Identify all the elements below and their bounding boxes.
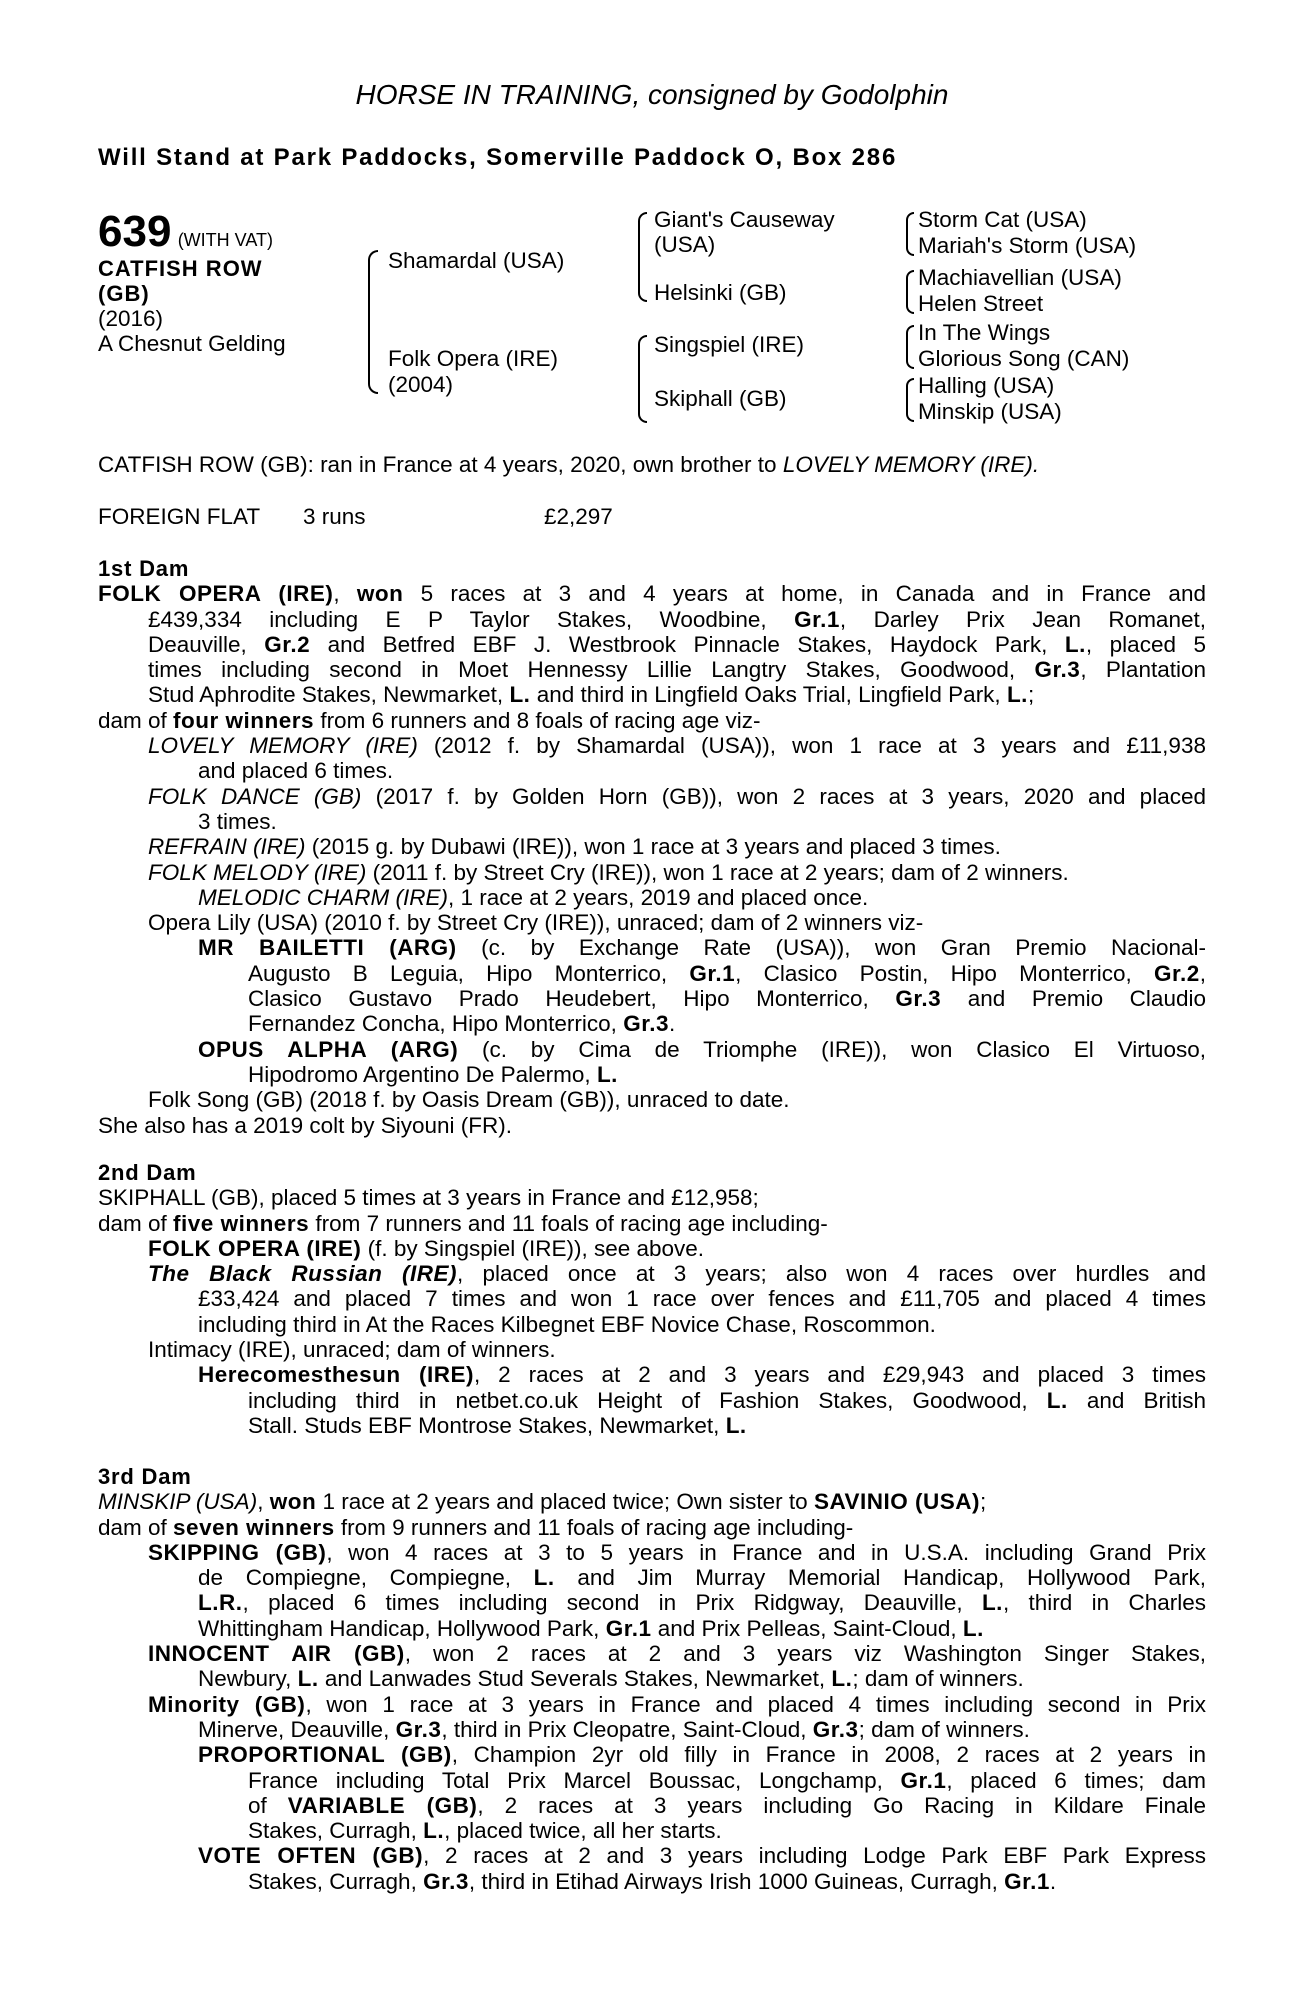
record-label: FOREIGN FLAT <box>98 504 261 529</box>
third-dam-line: Stakes, Curragh, L., placed twice, all her starts. <box>248 1818 722 1844</box>
first-dam-heading: 1st Dam <box>98 556 190 581</box>
horse-name-country: (GB) <box>98 281 150 306</box>
lot-block <box>98 208 328 357</box>
second-dam-heading: 2nd Dam <box>98 1160 197 1185</box>
first-dam-section <box>98 556 1206 1138</box>
second-dam-line: dam of five winners from 7 runners and 11 foals of racing age including- <box>98 1210 828 1236</box>
third-dam-line: INNOCENT AIR (GB), won 2 races at 2 and 3 years viz Washington Singer Stakes, <box>148 1641 1206 1667</box>
third-dam-line: MINSKIP (USA), won 1 race at 2 years and placed twice; Own sister to SAVINIO (USA); <box>98 1489 987 1515</box>
summary-text: CATFISH ROW (GB): ran in France at 4 years, 2020, own brother to <box>98 452 783 477</box>
second-dam-line: £33,424 and placed 7 times and won 1 race over fences and £11,705 and placed 4 times <box>198 1286 1206 1312</box>
pedigree-ggd-4: Minskip (USA) <box>918 399 1062 424</box>
pedigree-ggs-4: Halling (USA) <box>918 373 1055 398</box>
first-dam-line: 3 times. <box>198 808 277 834</box>
second-dam-line: including third in netbet.co.uk Height of Fashion Stakes, Goodwood, L. and British <box>248 1387 1206 1413</box>
pedigree-ggs-2: Machiavellian (USA) <box>918 265 1122 290</box>
first-dam-line: OPUS ALPHA (ARG) (c. by Cima de Triomphe (IRE)), won Clasico El Virtuoso, <box>198 1036 1206 1062</box>
pedigree-sire-sire: Giant's Causeway <box>654 207 835 232</box>
pedigree-ggs-1: Storm Cat (USA) <box>918 207 1087 232</box>
third-dam-line: VOTE OFTEN (GB), 2 races at 2 and 3 years including Lodge Park EBF Park Express <box>198 1843 1206 1869</box>
third-dam-line: France including Total Prix Marcel Boussac, Longchamp, Gr.1, placed 6 times; dam <box>248 1767 1206 1793</box>
second-dam-line: FOLK OPERA (IRE) (f. by Singspiel (IRE)), see above. <box>148 1235 705 1261</box>
first-dam-line: dam of four winners from 6 runners and 8 foals of racing age viz- <box>98 707 761 733</box>
third-dam-line: Minerve, Deauville, Gr.3, third in Prix Cleopatre, Saint-Cloud, Gr.3; dam of winners. <box>198 1716 1030 1742</box>
third-dam-section <box>98 1464 1206 1894</box>
third-dam-line: de Compiegne, Compiegne, L. and Jim Murray Memorial Handicap, Hollywood Park, <box>198 1565 1206 1591</box>
race-record <box>98 504 1206 529</box>
second-dam-section <box>98 1160 1206 1438</box>
third-dam-line: Whittingham Handicap, Hollywood Park, Gr.1 and Prix Pelleas, Saint-Cloud, L. <box>198 1615 984 1641</box>
horse-description: A Chesnut Gelding <box>98 331 286 357</box>
summary-brother: LOVELY MEMORY (IRE). <box>782 452 1040 477</box>
pedigree-ggd-1: Mariah's Storm (USA) <box>918 233 1137 258</box>
first-dam-line: and placed 6 times. <box>198 758 394 784</box>
pedigree-ggs-3: In The Wings <box>918 320 1051 345</box>
first-dam-line: FOLK DANCE (GB) (2017 f. by Golden Horn (GB)), won 2 races at 3 years, 2020 and placed <box>148 783 1206 809</box>
pedigree-brace-main <box>368 250 378 394</box>
third-dam-line: of VARIABLE (GB), 2 races at 3 years including Go Racing in Kildare Finale <box>248 1792 1206 1818</box>
pedigree-dam-dam: Skiphall (GB) <box>654 386 787 411</box>
second-dam-line: The Black Russian (IRE), placed once at 3 years; also won 4 races over hurdles and <box>148 1261 1206 1287</box>
pedigree-sire-dam: Helsinki (GB) <box>654 280 787 305</box>
pedigree-brace-g3 <box>906 325 914 369</box>
page-title: HORSE IN TRAINING, consigned by Godolphin <box>355 79 949 110</box>
first-dam-line: Augusto B Leguia, Hipo Monterrico, Gr.1, Clasico Postin, Hipo Monterrico, Gr.2, <box>248 960 1206 986</box>
pedigree-sire-sire-country: (USA) <box>654 232 716 257</box>
pedigree-brace-g1 <box>906 212 914 256</box>
second-dam-line: Intimacy (IRE), unraced; dam of winners. <box>148 1337 556 1363</box>
second-dam-line: Stall. Studs EBF Montrose Stakes, Newmarket, L. <box>248 1412 747 1438</box>
third-dam-line: L.R., placed 6 times including second in Prix Ridgway, Deauville, L., third in Charles <box>198 1590 1206 1616</box>
first-dam-line: FOLK OPERA (IRE), won 5 races at 3 and 4 years at home, in Canada and in France and <box>98 581 1206 607</box>
first-dam-line: Stud Aphrodite Stakes, Newmarket, L. and third in Lingfield Oaks Trial, Lingfield Park, L.; <box>148 682 1035 708</box>
third-dam-line: Newbury, L. and Lanwades Stud Severals Stakes, Newmarket, L.; dam of winners. <box>198 1666 1024 1692</box>
third-dam-line: dam of seven winners from 9 runners and 11 foals of racing age including- <box>98 1514 854 1540</box>
vat-label: (WITH VAT) <box>177 230 273 250</box>
first-dam-line: MELODIC CHARM (IRE), 1 race at 2 years, 2019 and placed once. <box>198 884 869 910</box>
third-dam-line: Minority (GB), won 1 race at 3 years in France and placed 4 times including second in Prix <box>148 1691 1206 1717</box>
pedigree-ggd-2: Helen Street <box>918 291 1044 316</box>
third-dam-heading: 3rd Dam <box>98 1464 192 1489</box>
foaling-year: (2016) <box>98 306 164 331</box>
third-dam-line: SKIPPING (GB), won 4 races at 3 to 5 years in France and in U.S.A. including Grand Prix <box>148 1539 1206 1565</box>
first-dam-line: £439,334 including E P Taylor Stakes, Woodbine, Gr.1, Darley Prix Jean Romanet, <box>148 606 1206 632</box>
first-dam-line: Folk Song (GB) (2018 f. by Oasis Dream (GB)), unraced to date. <box>148 1087 790 1113</box>
second-dam-line: SKIPHALL (GB), placed 5 times at 3 years in France and £12,958; <box>98 1185 759 1211</box>
pedigree-dam-year: (2004) <box>388 372 454 397</box>
first-dam-line: Deauville, Gr.2 and Betfred EBF J. Westbrook Pinnacle Stakes, Haydock Park, L., placed 5 <box>148 631 1206 657</box>
first-dam-line: FOLK MELODY (IRE) (2011 f. by Street Cry (IRE)), won 1 race at 2 years; dam of 2 winners. <box>148 859 1069 885</box>
first-dam-line: Clasico Gustavo Prado Heudebert, Hipo Monterrico, Gr.3 and Premio Claudio <box>248 986 1206 1012</box>
first-dam-line: REFRAIN (IRE) (2015 g. by Dubawi (IRE)), won 1 race at 3 years and placed 3 times. <box>148 834 1001 860</box>
stand-location: Will Stand at Park Paddocks, Somerville Paddock O, Box 286 <box>98 144 898 171</box>
pedigree-sire: Shamardal (USA) <box>388 248 565 273</box>
third-dam-line: Stakes, Curragh, Gr.3, third in Etihad Airways Irish 1000 Guineas, Curragh, Gr.1. <box>248 1868 1057 1894</box>
first-dam-line: MR BAILETTI (ARG) (c. by Exchange Rate (USA)), won Gran Premio Nacional- <box>198 935 1206 961</box>
lot-number: 639 <box>98 207 172 256</box>
first-dam-line: Fernandez Concha, Hipo Monterrico, Gr.3. <box>248 1011 676 1037</box>
record-earnings: £2,297 <box>544 504 613 529</box>
pedigree-ggd-3: Glorious Song (CAN) <box>918 346 1130 371</box>
pedigree-brace-sire <box>638 212 647 302</box>
first-dam-line: She also has a 2019 colt by Siyouni (FR). <box>98 1112 512 1138</box>
second-dam-line: Herecomesthesun (IRE), 2 races at 2 and 3 years and £29,943 and placed 3 times <box>198 1362 1206 1388</box>
pedigree-brace-dam <box>638 335 647 423</box>
second-dam-line: including third in At the Races Kilbegnet EBF Novice Chase, Roscommon. <box>198 1311 936 1337</box>
record-runs: 3 runs <box>303 504 366 529</box>
pedigree-dam: Folk Opera (IRE) <box>388 346 559 371</box>
pedigree-brace-g4 <box>906 378 914 422</box>
first-dam-line: Hipodromo Argentino De Palermo, L. <box>248 1061 618 1087</box>
third-dam-line: PROPORTIONAL (GB), Champion 2yr old filly in France in 2008, 2 races at 2 years in <box>198 1742 1206 1768</box>
pedigree-dam-sire: Singspiel (IRE) <box>654 332 805 357</box>
first-dam-line: LOVELY MEMORY (IRE) (2012 f. by Shamardal (USA)), won 1 race at 3 years and £11,938 <box>148 733 1206 759</box>
first-dam-line: Opera Lily (USA) (2010 f. by Street Cry (IRE)), unraced; dam of 2 winners viz- <box>148 910 924 936</box>
horse-summary <box>98 452 1206 477</box>
pedigree-brace-g2 <box>906 270 914 314</box>
horse-name: CATFISH ROW <box>98 256 263 281</box>
first-dam-line: times including second in Moet Hennessy Lillie Langtry Stakes, Goodwood, Gr.3, Plantation <box>148 657 1207 683</box>
